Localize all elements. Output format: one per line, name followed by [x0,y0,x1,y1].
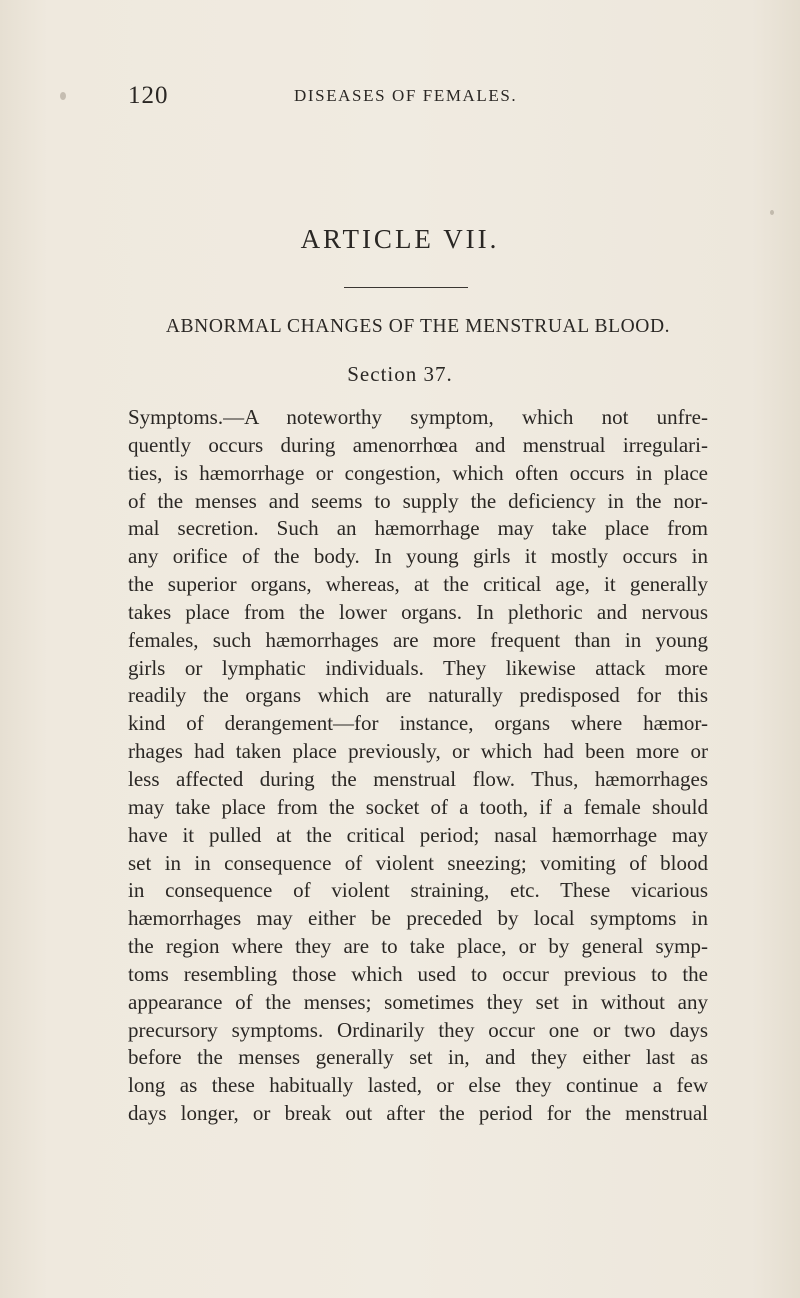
text-line: less affected during the menstrual flow. Thus, hæmorrhages [128,766,708,791]
text-line: may take place from the socket of a tooth, if a female should [128,794,708,819]
text-line: ties, is hæmorrhage or congestion, which often occurs in place [128,460,708,485]
text-line: long as these habitually lasted, or else they continue a few [128,1073,708,1098]
text-line: takes place from the lower organs. In plethoric and nervous [128,599,708,624]
section-heading: Section 37. [347,362,453,386]
article-heading: ARTICLE VII. [300,224,500,254]
text-line: any orifice of the body. In young girls it mostly occurs in [128,544,708,569]
heading-rule [344,287,468,288]
text-line: quently occurs during amenorrhœa and menstrual irregulari- [128,432,708,457]
text-line: set in in consequence of violent sneezing; vomiting of blood [128,850,708,875]
text-line: before the menses generally set in, and they either last as [128,1045,708,1070]
text-line: girls or lymphatic individuals. They likewise attack more [128,655,708,680]
text-line: Symptoms.—A noteworthy symptom, which not unfre- [128,405,708,429]
text-line: the region where they are to take place, or by general symp- [128,934,708,959]
text-line: appearance of the menses; sometimes they set in without any [128,989,708,1014]
chapter-title: ABNORMAL CHANGES OF THE MENSTRUAL BLOOD. [165,316,671,337]
text-line: in consequence of violent straining, etc. These vicarious [128,878,708,903]
text-line: days longer, or break out after the period for the menstrual [128,1101,708,1126]
text-line: hæmorrhages may either be preceded by local symptoms in [128,906,708,931]
text-line: mal secretion. Such an hæmorrhage may take place from [128,516,708,541]
text-line: readily the organs which are naturally predisposed for this [128,683,708,708]
text-line: toms resembling those which used to occur previous to the [128,961,708,986]
text-line: of the menses and seems to supply the deficiency in the nor- [128,488,708,513]
text-line: have it pulled at the critical period; nasal hæmorrhage may [128,822,708,847]
paper-stain [770,210,774,215]
text-line: rhages had taken place previously, or which had been more or [128,739,708,764]
text-line: kind of derangement—for instance, organs where hæmor- [128,711,708,736]
paper-stain [60,92,66,100]
running-head [128,82,708,112]
text-line: the superior organs, whereas, at the critical age, it generally [128,572,708,597]
page-number: 120 [128,82,169,109]
body-paragraph [128,404,708,1128]
text-line: precursory symptoms. Ordinarily they occur one or two days [128,1017,708,1042]
running-title: DISEASES OF FEMALES. [294,86,518,105]
text-line: females, such hæmorrhages are more frequent than in young [128,627,708,652]
